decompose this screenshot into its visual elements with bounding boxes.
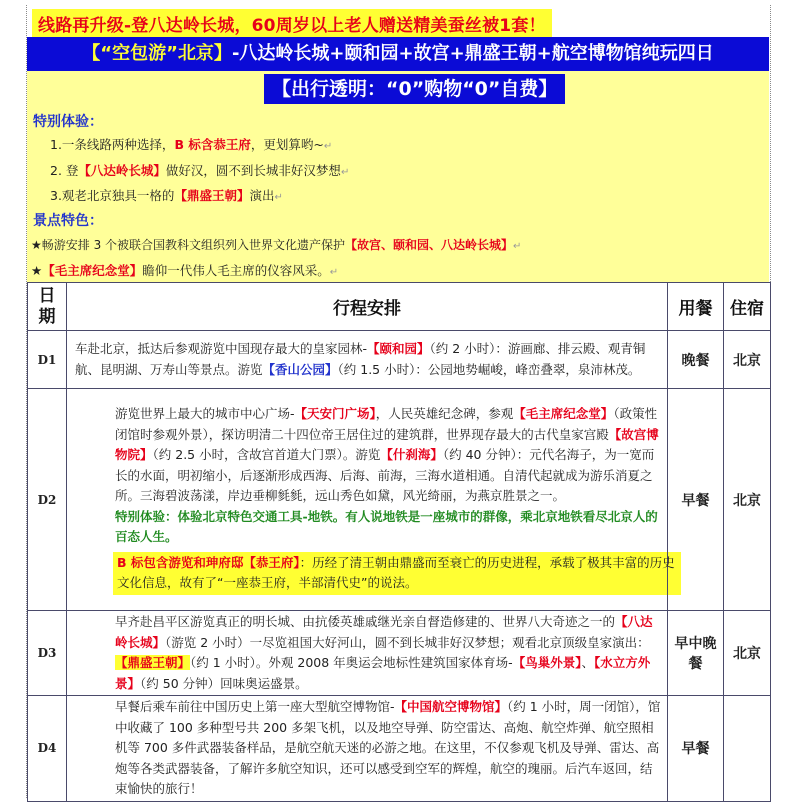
day-cell: D1 <box>28 331 67 389</box>
special-item-1: 1.一条线路两种选择，B 标含恭王府，更划算哟~↵ <box>50 137 333 152</box>
plan-cell: 早餐后乘车前往中国历史上第一座大型航空博物馆-【中国航空博物馆】（约 1 小时，周一闭馆），馆中收藏了 100 多种型号共 200 多架飞机，以及地空导弹、防空雷达、高炮、航空炸弹、航空照相机等 700 多件武器装备样品，是航空航天迷的必游之地。在这里，不仅参观飞机及导弹、雷达、高炮等各类武器装备，了解许多航空知识，还可以感受到空军的辉煌，航空的瑰丽。后汽车返回，结束愉快的旅行！ <box>67 696 668 802</box>
spots-line-2: ★【毛主席纪念堂】瞻仰一代伟人毛主席的仪容风采。↵ <box>31 263 339 278</box>
headline-row <box>27 6 769 37</box>
stay-cell: 北京 <box>724 389 771 611</box>
meal-cell: 早餐 <box>668 696 724 802</box>
table-row <box>28 389 771 611</box>
plan-cell: 游览世界上最大的城市中心广场-【天安门广场】，人民英雄纪念碑，参观【毛主席纪念堂】（政策性闭馆时参观外景），探访明清二十四位帝王居住过的建筑群，世界现存最大的古代皇家宫殿【故宫博物院】（约 2.5 小时，含故宫首道大门票）。游览【什刹海】（约 40 分钟）：元代名海子，为一宽而长的水面，明初缩小，后逐渐形成西海、后海、前海，三海水道相通。自清代起就成为游乐消夏之所。三海碧波荡漾，岸边垂柳毵毵，远山秀色如黛，风光绮丽，为燕京胜景之一。 特别体验：体验北京特色交通工具-地铁。有人说地铁是一座城市的群像，乘北京地铁看尽北京人的百态人生。 B 标包含游览和珅府邸【恭王府】：历经了清王朝由鼎盛而至衰亡的历史进程，承载了极其丰富的历史文化信息，故有了“一座恭王府，半部清代史”的说法。 <box>67 389 668 611</box>
title-banner <box>27 37 769 71</box>
itinerary-table <box>27 282 771 802</box>
stay-cell <box>724 696 771 802</box>
header-stay: 住宿 <box>724 283 771 331</box>
table-header-row <box>28 283 771 331</box>
table-row <box>28 331 771 389</box>
spots-line-1: ★畅游安排 3 个被联合国教科文组织列入世界文化遗产保护【故宫、颐和园、八达岭长城】↵ <box>31 238 522 252</box>
stay-cell: 北京 <box>724 331 771 389</box>
table-row <box>28 611 771 696</box>
day-cell: D2 <box>28 389 67 611</box>
b-option-note: B 标包含游览和珅府邸【恭王府】：历经了清王朝由鼎盛而至衰亡的历史进程，承载了极其丰富的历史文化信息，故有了“一座恭王府，半部清代史”的说法。 <box>113 552 681 595</box>
table-row <box>28 696 771 802</box>
header-plan: 行程安排 <box>67 283 668 331</box>
banner-part2: -八达岭长城+颐和园+故宫+鼎盛王朝+航空博物馆纯玩四日 <box>231 43 714 64</box>
spots-heading: 景点特色： <box>33 213 103 229</box>
banner-title <box>27 37 769 71</box>
special-item-2: 2. 登【八达岭长城】做好汉，圆不到长城非好汉梦想↵ <box>50 163 350 178</box>
header-day: 日期 <box>28 283 67 331</box>
plan-cell: 车赴北京，抵达后参观游览中国现存最大的皇家园林-【颐和园】（约 2 小时）：游画廊、排云殿、观青铜航、昆明湖、万寿山等景点。游览【香山公园】（约 1.5 小时）：公园地势崛峻，峰峦叠翠，泉沛林茂。 <box>67 331 668 389</box>
plan-cell: 早齐赴昌平区游览真正的明长城、由抗倭英雄戚继光亲自督造修建的、世界八大奇迹之一的【八达岭长城】（游览 2 小时）一尽览祖国大好河山，圆不到长城非好汉梦想；观看北京顶级皇家演出：【鼎盛王朝】（约 1 小时）。外观 2008 年奥运会地标性建筑国家体育场-【鸟巢外景】、【水立方外景】（约 50 分钟）回味奥运盛景。 <box>67 611 668 696</box>
special-experience-note: 特别体验：体验北京特色交通工具-地铁。有人说地铁是一座城市的群像，乘北京地铁看尽北京人的百态人生。 <box>115 508 658 545</box>
special-item-3: 3.观老北京独具一格的【鼎盛王朝】演出↵ <box>50 188 283 203</box>
banner-part1: 【“空包游”北京】 <box>82 43 232 64</box>
subtitle: 【出行透明：“0”购物“0”自费】 <box>264 74 565 104</box>
header-meal: 用餐 <box>668 283 724 331</box>
day-cell: D3 <box>28 611 67 696</box>
day-cell: D4 <box>28 696 67 802</box>
intro-block <box>27 71 769 282</box>
special-heading: 特别体验： <box>33 114 103 130</box>
meal-cell: 早中晚餐 <box>668 611 724 696</box>
meal-cell: 早餐 <box>668 389 724 611</box>
meal-cell: 晚餐 <box>668 331 724 389</box>
stay-cell: 北京 <box>724 611 771 696</box>
headline: 线路再升级-登八达岭长城，60周岁以上老人赠送精美蚕丝被1套！ <box>32 9 552 38</box>
